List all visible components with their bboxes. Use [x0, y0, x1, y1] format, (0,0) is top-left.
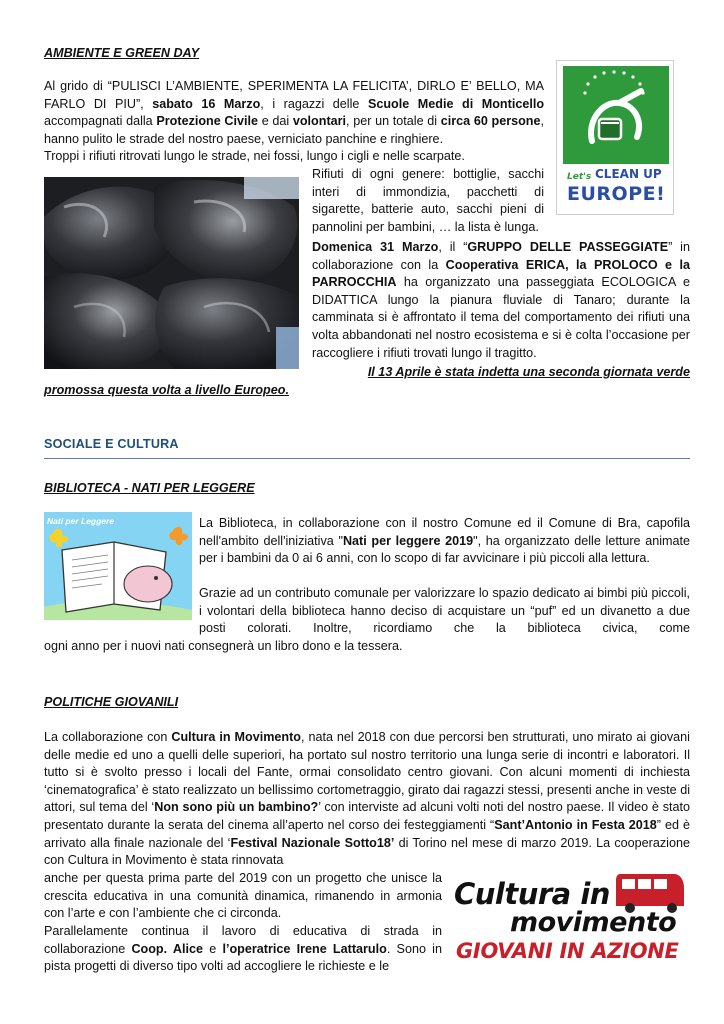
bold-text-run: volontari [292, 114, 347, 129]
bold-text-run: Nati per leggere 2019 [342, 533, 474, 548]
biblioteca-paragraph-2a: Grazie ad un contributo comunale per valorizzare lo spazio dedicato ai bimbi più piccoli, i volontari della biblioteca hanno deciso di acquistare un “puf” ed un divanetto a due posti colorati. Inoltre, ricordiamo che la biblioteca civica, come [199, 586, 690, 636]
ambiente-paragraph-1 [44, 78, 544, 148]
logo-movimento: movimento [510, 907, 677, 938]
ambiente-paragraph-4 [312, 239, 690, 362]
logo-cultura-in: Cultura in [454, 877, 610, 911]
text-run: , i ragazzi delle [260, 96, 368, 111]
bold-text-run: l’operatrice Irene Lattarulo [222, 941, 387, 956]
logo-europe: EUROPE! [567, 183, 666, 205]
text-run: . Sono in pista progetti di diverso tipo volti ad accogliere le richieste e le [44, 941, 442, 974]
bold-text-run: Cooperativa ERICA, la PROLOCO e la PARROCCHIA [312, 257, 691, 290]
bold-text-run: Sant’Antonio in Festa 2018 [494, 817, 657, 832]
text-run: ’ con interviste ad alcuni volti noti del nostro paese. Il video è stato presentato durante la serata del cinema all’aperto nel corso dei festeggiamenti “ [44, 800, 690, 832]
bold-text-run: Festival Nazionale Sotto18’ [230, 835, 395, 850]
heading-ambiente: AMBIENTE E GREEN DAY [44, 46, 200, 60]
biblioteca-paragraph-1 [199, 515, 690, 568]
section-title-sociale: SOCIALE E CULTURA [44, 437, 179, 451]
bold-text-run: GRUPPO DELLE PASSEGGIATE [467, 240, 669, 254]
heading-politiche-giovanili: POLITICHE GIOVANILI [44, 695, 179, 709]
bold-text-run: Domenica 31 Marzo [312, 240, 439, 254]
text-run: Al grido di “PULISCI L’AMBIENTE, SPERIMENTA LA FELICITA’, DIRLO E’ BELLO, MA FARLO DI PIU”, [44, 79, 544, 111]
section-divider [44, 458, 690, 459]
text-run: ” in collaborazione con la [312, 240, 690, 272]
cultura-in-movimento-logo [448, 866, 692, 970]
bold-text-run: Cultura in Movimento [171, 730, 301, 744]
bold-text-run: Scuole Medie di Monticello [367, 96, 545, 111]
politiche-paragraph-2: anche per questa prima parte del 2019 con un progetto che unisce la crescita educativa in una comunità dinamica, rimanendo in armonia con l’arte e con l’ambiente che ci circonda. [44, 871, 442, 921]
ambiente-paragraph-5a: Il 13 Aprile è stata indetta una seconda giornata verde [367, 365, 690, 379]
text-run: accompagnati dalla [44, 114, 157, 129]
text-run: , hanno pulito le strade del nostro paese, verniciato panchine e ringhiere. [44, 114, 544, 146]
text-run: , il “ [438, 240, 468, 254]
politiche-paragraph-3 [44, 923, 442, 976]
text-run: , per un totale di [346, 114, 441, 129]
clean-up-europe-logo [556, 60, 674, 215]
logo-lets: Let's [567, 172, 592, 182]
logo-giovani-in-azione: GIOVANI IN AZIONE [456, 939, 679, 963]
bold-text-run: Coop. Alice [131, 941, 203, 956]
nati-per-leggere-image [44, 512, 192, 620]
text-run: e dai [258, 114, 293, 129]
text-run: di Torino nel mese di marzo 2019. La cooperazione con Cultura in Movimento è stata rinnovata [44, 835, 690, 868]
rubbish-bags-photo [44, 177, 299, 369]
heading-biblioteca: BIBLIOTECA - NATI PER LEGGERE [44, 481, 255, 495]
text-run: La collaborazione con [44, 730, 172, 744]
bold-text-run: Protezione Civile [156, 114, 259, 129]
bold-text-run: circa 60 persone [440, 114, 541, 129]
biblioteca-paragraph-2b: ogni anno per i nuovi nati consegnerà un libro dono e la tessera. [44, 639, 403, 653]
logo-clean-up: CLEAN UP [595, 167, 662, 181]
text-run: e [203, 941, 223, 956]
ambiente-paragraph-2: Troppi i rifiuti ritrovati lungo le strade, nei fossi, lungo i cigli e nelle scarpate. [44, 149, 465, 163]
trash-bags-icon [44, 177, 299, 369]
politiche-paragraph-1 [44, 729, 690, 870]
book-icon [44, 512, 192, 620]
text-run: La Biblioteca, in collaborazione con il nostro Comune ed il Comune di Bra, capofila nell'ambito dell'iniziativa " [199, 516, 690, 548]
ambiente-paragraph-3: Rifiuti di ogni genere: bottiglie, sacchi interi di immondizia, pacchetti di sigarette, batterie auto, sacchi pieni di pannolini per bambini, … la lista è lunga. [312, 167, 544, 234]
ambiente-paragraph-5b: promossa questa volta a livello Europeo. [44, 383, 289, 397]
text-run: ha organizzato una passeggiata ECOLOGICA e DIDATTICA lungo la pianura fluviale di Tanaro; durante la camminata si è affrontato il tema del comportamento dei rifiuti una volta abbandonati nel nostro ecosistema e si è colta l’occasione per raccogliere i rifiuti trovati lungo il tragitto. [312, 275, 690, 360]
text-run: , nata nel 2018 con due percorsi ben strutturati, uno mirato ai giovani delle medie ed uno a quelli delle superiori, ha portato sul nostro territorio una lunga serie di incontri e laboratori. Il tutto si è svolto presso i locali del Fante, ormai consolidato centro giovani. Con alcuni momenti di inchiesta ‘cinematografica’ è stato realizzato un bellissimo cortometraggio, girato dai ragazzi stessi, presenti anche in veste di attori, sul tema del ‘ [44, 730, 690, 815]
bold-text-run: Non sono più un bambino? [154, 800, 319, 815]
text-run: ” ed è arrivato alla finale nazionale del ‘ [44, 817, 690, 850]
text-run: Parallelamente continua il lavoro di educativa di strada in collaborazione [44, 924, 442, 956]
bold-text-run: sabato 16 Marzo [152, 96, 261, 111]
text-run: ", ha organizzato delle letture animate per i bambini da 0 ai 6 anni, con lo scopo di far avvicinare i più piccoli alla lettura. [199, 533, 691, 566]
book-label: Nati per Leggere [47, 516, 115, 526]
